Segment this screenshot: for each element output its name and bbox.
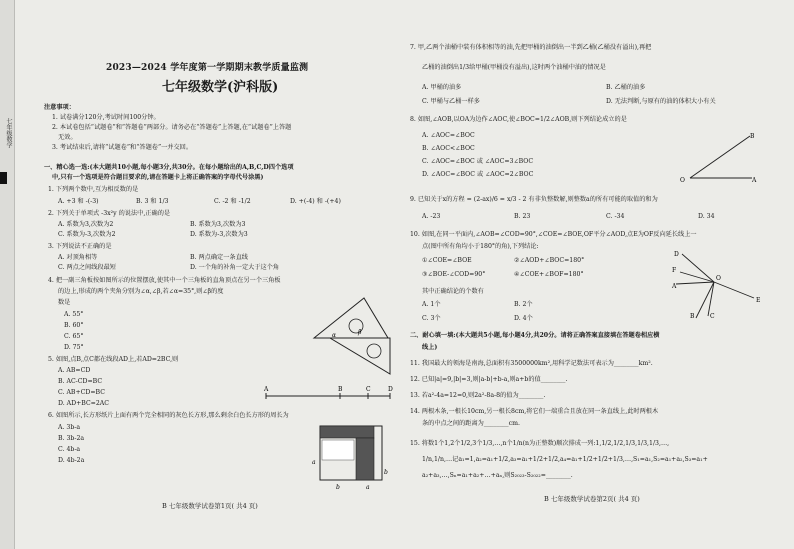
binding-mark	[0, 172, 7, 184]
section-1-header: 一、精心选一选:(本大题共10小题,每小题3分,共30分。在每小题给出的A,B,C,D四个选项	[44, 164, 294, 171]
q2-option-d: D. 系数为-3,次数为3	[190, 231, 248, 238]
question-10: 10. 如图,在同一平面内,∠AOB=∠COD=90°,∠COE=∠BOE,OF平分∠AOD,点E为OF反向延长线上一	[410, 231, 697, 238]
q1-option-b: B. 3 和 1/3	[136, 198, 169, 205]
ray-e-label: E	[756, 297, 761, 304]
note-2: 2. 本试卷包括“试题卷”和“答题卷”两部分。请务必在“答题卷”上答题,在“试题卷”上答题	[52, 124, 292, 131]
q4-option-b: B. 60°	[64, 322, 84, 329]
q10-statement-1: ①∠COE=∠BOE	[422, 257, 472, 264]
q5-option-a: A. AB=CD	[58, 367, 91, 374]
question-14: 14. 两根木条,一根长10cm,另一根长8cm,将它们一端重合且放在同一条直线上,此时两根木	[410, 408, 659, 415]
page-2	[410, 0, 788, 549]
ray-d-label: D	[674, 251, 679, 258]
q9-option-a: A. -23	[422, 213, 441, 220]
q8-option-a: A. ∠AOC=∠BOC	[422, 132, 475, 139]
page-2-footer: B 七年级数学试卷第2页( 共4 页)	[544, 495, 640, 503]
q2-option-a: A. 系数为3,次数为2	[58, 221, 114, 228]
point-a-label: A	[264, 386, 269, 393]
q10-option-b: B. 2个	[514, 301, 533, 308]
section-1-header-cont: 中,只有一个选项是符合题目要求的,请在答题卡上将正确答案的字母代号涂黑)	[52, 174, 264, 181]
page-1	[44, 0, 404, 549]
q1-option-d: D. +(-4) 和 -(+4)	[290, 198, 341, 205]
ray-a-label: A	[752, 177, 757, 184]
q10-question: 其中正确结论的个数有	[422, 288, 484, 295]
set-squares-figure	[312, 296, 402, 376]
q5-option-c: C. AB+CD=BC	[58, 389, 105, 396]
vertex-o-label-10: O	[716, 275, 721, 282]
page-1-footer: B 七年级数学试卷第1页( 共4 页)	[162, 502, 258, 510]
angle-alpha-label: α	[332, 332, 337, 339]
q10-option-a: A. 1个	[422, 301, 441, 308]
dim-a-left: a	[312, 459, 316, 466]
q10-statement-2: ②∠AOD+∠BOC=180°	[514, 257, 585, 264]
question-3: 3. 下列说法不正确的是	[48, 243, 112, 250]
q5-option-d: D. AD+BC=2AC	[58, 400, 110, 407]
question-2: 2. 下列关于单项式 -3x²y 的说法中,正确的是	[48, 210, 171, 217]
exam-title: 2023—2024 学年度第一学期期末教学质量监测	[106, 63, 309, 73]
q10-option-d: D. 4个	[514, 315, 533, 322]
ray-a-label-10: A	[672, 283, 677, 290]
q9-option-b: B. 23	[514, 213, 531, 220]
question-10-line-2: 点(图中所有角均小于180°的角),下列结论:	[422, 243, 539, 250]
ray-b-label-10: B	[690, 313, 695, 320]
question-1: 1. 下列两个数中,互为相反数的是	[48, 186, 139, 193]
q7-option-a: A. 甲桶的油多	[422, 84, 462, 91]
point-b-label: B	[338, 386, 343, 393]
section-2-header-cont: 线上)	[422, 344, 438, 351]
vertex-o-label: O	[680, 177, 685, 184]
question-11: 11. 我国最大的领海是南海,总面积有3500000km²,用科学记数法可表示为________km².	[410, 360, 653, 367]
ray-c-label: C	[710, 313, 715, 320]
q10-option-c: C. 3个	[422, 315, 441, 322]
q8-option-c: C. ∠AOC=∠BOC 或 ∠AOC=3∠BOC	[422, 158, 534, 165]
question-15-line-3: a₂+a₃,…,Sₙ=a₁+a₂+…+aₙ,则S₂₀₂₃-S₂₀₂₂=________.	[422, 472, 573, 479]
side-tab-label: 七年级数学	[5, 118, 12, 148]
q7-option-d: D. 无法判断,与原有的油的体积大小有关	[606, 98, 716, 105]
exam-subject: 七年级数学(沪科版)	[162, 80, 279, 95]
q3-option-d: D. 一个角的补角一定大于这个角	[190, 264, 280, 271]
q6-option-b: B. 3b-2a	[58, 435, 85, 442]
q7-option-b: B. 乙桶的油多	[606, 84, 646, 91]
q4-option-c: C. 65°	[64, 333, 84, 340]
q1-option-c: C. -2 和 -1/2	[214, 198, 251, 205]
ray-b-label: B	[750, 133, 755, 140]
q3-option-b: B. 两点确定一条直线	[190, 254, 248, 261]
question-6: 6. 如图所示,长方形纸片上面有两个完全相同的灰色长方形,那么剩余白色长方形的周长为	[48, 412, 289, 419]
q5-option-b: B. AC-CD=BC	[58, 378, 103, 385]
rectangles-figure	[312, 424, 392, 492]
question-7-line-2: 乙桶的油倒出1/3给甲桶(甲桶没有溢出),这时两个油桶中油的情况是	[422, 64, 606, 71]
question-8: 8. 如图,∠AOB,以OA为边作∠AOC,使∠BOC=1/2∠AOB,则下列结论成立的是	[410, 116, 627, 123]
question-14-line-2: 条的中点之间的距离为________cm.	[422, 420, 520, 427]
q6-option-a: A. 3b-a	[58, 424, 81, 431]
q8-option-d: D. ∠AOC=∠BOC 或 ∠AOC=2∠BOC	[422, 171, 534, 178]
ray-f-label: F	[672, 267, 677, 274]
question-9: 9. 已知关于x的方程 = (2-ax)/6 = x/3 - 2 有非负整数解,则整数a的所有可能的取值的和为	[410, 196, 658, 203]
dim-b-right: b	[384, 469, 388, 476]
section-2-header: 二、耐心填一填:(本大题共5小题,每小题4分,共20分。请将正确答案直接填在答题卷相应横	[410, 332, 660, 339]
binding-margin	[0, 0, 15, 549]
q2-option-c: C. 系数为-3,次数为2	[58, 231, 116, 238]
q9-option-d: D. 34	[698, 213, 715, 220]
question-4-line-2: 的边上,形成的两个夹角分别为∠α,∠β,若∠α=35°,则∠β的度	[58, 288, 224, 295]
question-7: 7. 甲,乙两个油桶中装有体积相等的油,先把甲桶的油倒出一半到乙桶(乙桶没有溢出),再把	[410, 44, 652, 51]
q2-option-b: B. 系数为3,次数为3	[190, 221, 246, 228]
rays-figure	[672, 248, 770, 320]
point-d-label: D	[388, 386, 393, 393]
question-12: 12. 已知|a|=9,|b|=3,则|a-b|+b-a,则a+b的值________.	[410, 376, 568, 383]
q4-option-a: A. 55°	[64, 311, 84, 318]
q6-option-c: C. 4b-a	[58, 446, 81, 453]
segment-figure	[264, 384, 396, 408]
question-13: 13. 若a²-4a=12=0,则2a²-8a-8的值为________.	[410, 392, 546, 399]
q1-option-a: A. +3 和 -(-3)	[58, 198, 99, 205]
dim-b-bottom-left: b	[336, 484, 340, 491]
q4-option-d: D. 75°	[64, 344, 84, 351]
q6-option-d: D. 4b-2a	[58, 457, 85, 464]
point-c-label: C	[366, 386, 371, 393]
q8-option-b: B. ∠AOC<∠BOC	[422, 145, 475, 152]
angle-beta-label: β	[358, 329, 362, 336]
note-2-cont: 无效。	[58, 134, 77, 141]
question-15: 15. 将数1个1,2个1/2,3个1/3,…,n个1/n(n为正整数)顺次排成一列:1,1/2,1/2,1/3,1/3,1/3,…,	[410, 440, 670, 447]
q3-option-a: A. 对顶角相等	[58, 254, 98, 261]
q9-option-c: C. -34	[606, 213, 625, 220]
note-3: 3. 考试结束后,请将“试题卷”和“答题卷”一并交回。	[52, 144, 193, 151]
question-4: 4. 把一副三角板按如图所示的位置摆放,使其中一个三角板的直角顶点在另一个三角板	[48, 277, 281, 284]
angle-aob-figure	[678, 132, 758, 186]
notes-label: 注意事项：	[44, 104, 75, 111]
question-5: 5. 如图,点B,点C都在线段AD上,若AD=2BC,则	[48, 356, 179, 363]
q7-option-c: C. 甲桶与乙桶一样多	[422, 98, 480, 105]
q10-statement-4: ④∠COE+∠BOF=180°	[514, 271, 584, 278]
question-4-line-3: 数是	[58, 299, 71, 306]
q10-statement-3: ③∠BOE-∠COD=90°	[422, 271, 486, 278]
q3-option-c: C. 两点之间线段最短	[58, 264, 116, 271]
dim-a-bottom: a	[366, 484, 370, 491]
note-1: 1. 试卷满分120分,考试时间100分钟。	[52, 114, 160, 121]
question-15-line-2: 1/n,1/n,…记a₁=1,a₂=a₁+1/2,a₃=a₁+1/2+1/2,a₄=a₁+1/2+1/2+1/3,…,S₁=a₁,S₂=a₁+a₂,S₃=a₁+	[422, 456, 708, 463]
